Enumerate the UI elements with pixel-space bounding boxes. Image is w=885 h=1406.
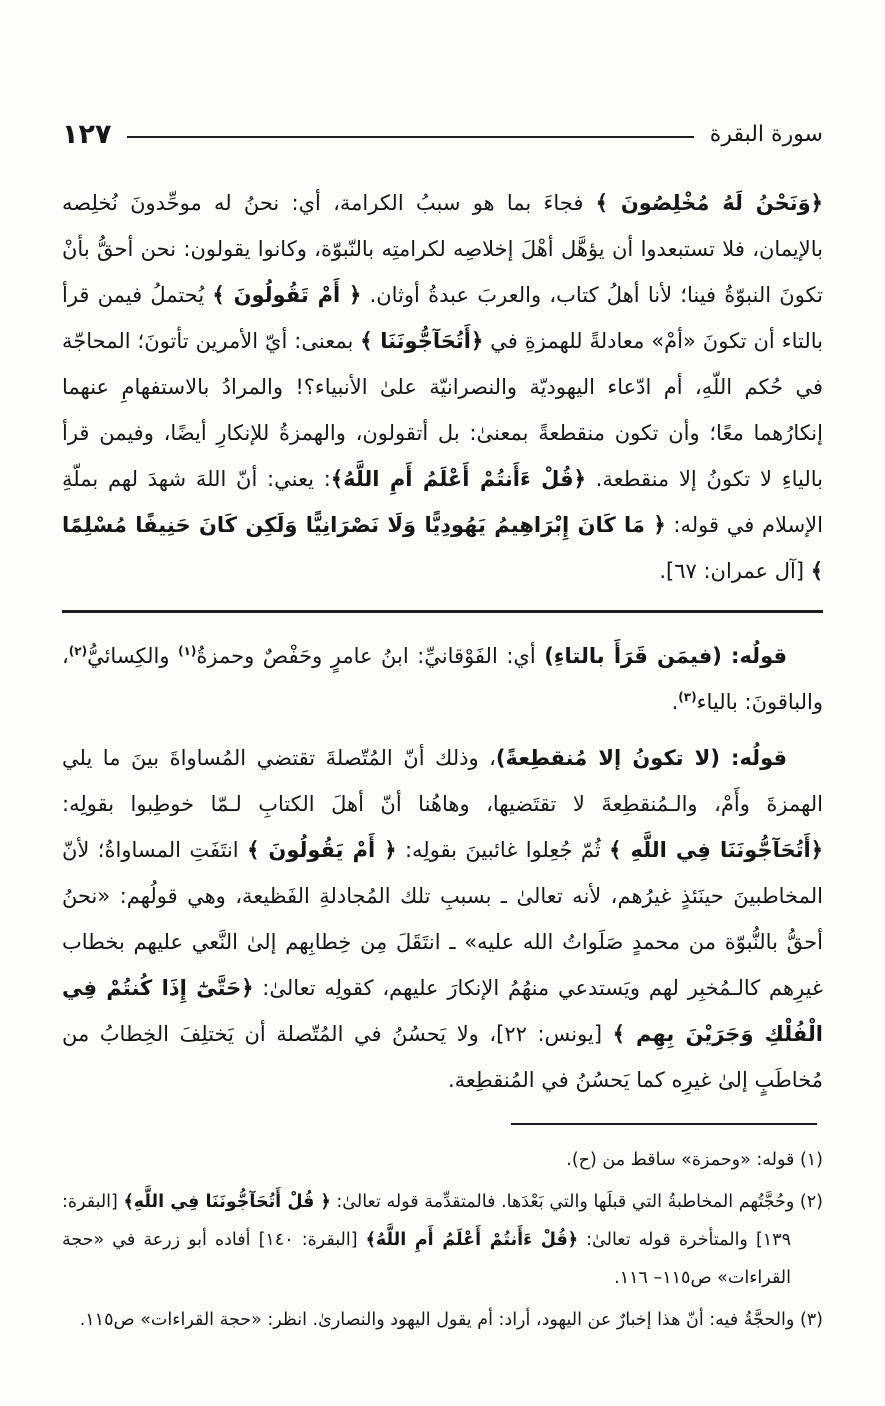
footnote-marker-1: (١) [799,1150,823,1170]
quran-quote: ﴿ قُلْ أَتُحَآجُّونَنَا فِي اللَّهِ﴾ [123,1192,331,1212]
footnote-text-3: والحجَّةُ فيه: أنّ هذا إخبارٌ عن اليهود، أراد: أم يقول اليهود والنصارىٰ. انظر: «حجة القراءات» ص١١٥. [79,1310,800,1330]
lemma-bold: قولُه: (فيمَن قَرَأَ بالتاءِ) [544,644,787,668]
quran-quote: ﴿أَتُحَآجُّونَنَا ﴾ [360,329,484,353]
footnote-1 [62,1141,823,1179]
footnote-ref: (٣) [678,690,697,704]
quran-quote: ﴿ مَا كَانَ إِبْرَاهِيمُ يَهُودِيًّا وَلَا نَصْرَانِيًّا وَلَكِن كَانَ حَنِيفًا مُسْلِمًا ﴾ [62,513,823,583]
footnote-text-2: وحُجَّتُهم المخاطبةُ التي قبلَها والتي بَعْدَها. فالمتقدِّمة قوله تعالىٰ: ﴿ قُلْ أَتُحَآجُّونَنَا فِي اللَّهِ﴾ [البقرة: ١٣٩] والمتأخرة قوله تعالىٰ: ﴿قُلْ ءَأَنتُمْ أَعْلَمُ أَمِ اللَّهُ﴾ [البقرة: ١٤٠] أفاده أبو زرعة في «حجة القراءات» ص١١٥– ١١٦. [62,1192,800,1288]
qawluh-commentary-section [62,633,823,1103]
surah-title: سورة البقرة [709,121,823,147]
footnote-divider [511,1123,817,1125]
quran-quote: ﴿قُلْ ءَأَنتُمْ أَعْلَمُ أَمِ اللَّهُ﴾ [365,1230,579,1250]
lemma-bold: قولُه: (لا تكونُ إلا مُنقطِعةً) [495,746,787,770]
footnotes-section [62,1141,823,1339]
page-number: ١٢٧ [62,118,112,150]
footnote-ref: (١) [178,644,197,658]
main-commentary-paragraph: ﴿وَنَحْنُ لَهُ مُخْلِصُونَ ﴾ فجاءَ بما هو سببُ الكرامة، أي: نحنُ له موحِّدونَ نُخلِصه بالإيمان، فلا تستبعدوا أن يؤهَّل أهْلَ إخلاصِه لكرامتِه بالنّبوّة، وكانوا يقولون: نحن أحقُّ بأنْ تكونَ النبوّةُ فينا؛ لأنا أهلُ كتاب، والعربَ عبدةُ أوثان. ﴿ أَمْ تَقُولُونَ ﴾ يُحتملُ فيمن قرأ بالتاء أن تكونَ «أمْ» معادلةً للهمزةِ في ﴿أَتُحَآجُّونَنَا ﴾ بمعنى: أيّ الأمرين تأتونَ؛ المحاجّة في حُكم اللّهِ، أم ادّعاء اليهوديّة والنصرانيّة علىٰ الأنبياء؟! والمرادُ بالاستفهامِ عنهما إنكارُهما معًا؛ وأن تكون منقطعةً بمعنىٰ: بل أتقولون، والهمزةُ للإنكارِ أيضًا، وفيمن قرأ بالياءِ لا تكونُ إلا منقطعة. ﴿قُلْ ءَأَنتُمْ أَعْلَمُ أَمِ اللَّهُ﴾: يعني: أنّ اللهَ شهدَ لهم بملّةِ الإسلام في قوله: ﴿ مَا كَانَ إِبْرَاهِيمُ يَهُودِيًّا وَلَا نَصْرَانِيًّا وَلَكِن كَانَ حَنِيفًا مُسْلِمًا ﴾ [آل عمران: ٦٧]. [62,191,823,583]
quran-quote: ﴿حَتَّىٰٓ إِذَا كُنتُمْ فِي الْفُلْكِ وَجَرَيْنَ بِهِم ﴾ [62,976,823,1046]
quran-quote: ﴿ أَمْ يَقُولُونَ ﴾ [247,838,397,862]
footnote-ref: (٢) [68,644,88,658]
footnote-3 [62,1301,823,1339]
section-divider [62,610,823,613]
footnote-2 [62,1183,823,1297]
footnote-marker-2: (٢) [799,1192,823,1212]
quran-quote: ﴿أَتُحَآجُّونَنَا فِي اللَّهِ ﴾ [609,838,823,862]
header-rule [127,136,693,138]
commentary-paragraph-1: قولُه: (فيمَن قَرَأَ بالتاءِ) أي: الفَوْقانيِّ: ابنُ عامرٍ وحَفْصٌ وحمزةُ$^{(١)}$ والكِسائيُّ$^{(٢)}$، والباقونَ: بالياء$^{(٣)}$. [62,644,823,714]
quran-quote: ﴿ أَمْ تَقُولُونَ ﴾ [212,283,362,307]
footnote-marker-3: (٣) [799,1310,823,1330]
page-header [62,116,823,152]
quran-quote: ﴿قُلْ ءَأَنتُمْ أَعْلَمُ أَمِ اللَّهُ﴾ [330,467,586,491]
footnote-text-1: قوله: «وحمزة» ساقط من (ح). [566,1150,800,1170]
commentary-paragraph-2: قولُه: (لا تكونُ إلا مُنقطِعةً)، وذلك أنّ المُتّصلةَ تقتضي المُساواةَ بينَ ما يلي الهمزةَ وأَمْ، والـمُنقطِعةَ لا تقتَضيها، وهاهُنا أنّ أهلَ الكتابِ لـمّا خوطِبوا بقولِه: ﴿أَتُحَآجُّونَنَا فِي اللَّهِ ﴾ ثُمّ جُعِلوا غائبينَ بقولِه: ﴿ أَمْ يَقُولُونَ ﴾ انتَفَتِ المساواةُ؛ لأنّ المخاطبينَ حينَئذٍ غيرُهم، لأنه تعالىٰ ـ بسببِ تلك المُجادلةِ الفَظيعة، وهي قولُهم: «نحنُ أحقُّ بالنُّبوّة من محمدٍ صَلَواتُ الله عليه» ـ انتَقَلَ مِن خِطابِهم إلىٰ النَّعي عليهم بخطاب غيرِهم كالـمُخبِر لهم ويَستدعي منهُمُ الإنكارَ عليهم، كقولِه تعالىٰ: ﴿حَتَّىٰٓ إِذَا كُنتُمْ فِي الْفُلْكِ وَجَرَيْنَ بِهِم ﴾ [يونس: ٢٢]، ولا يَحسُنُ في المُتّصلة أن يَختلِفَ الخِطابُ من مُخاطَبٍ إلىٰ غيرِه كما يَحسُنُ في المُنقطِعة. [62,746,823,1092]
quran-quote: ﴿وَنَحْنُ لَهُ مُخْلِصُونَ ﴾ [595,191,823,215]
